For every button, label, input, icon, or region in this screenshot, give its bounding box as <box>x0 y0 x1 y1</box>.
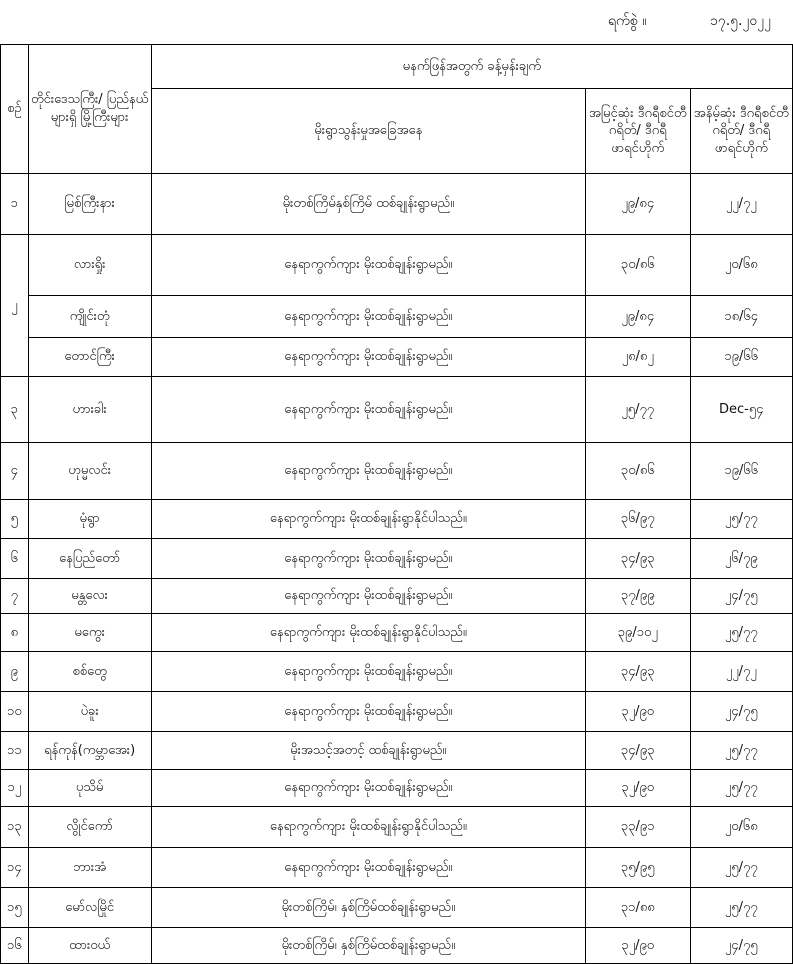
header-forecast-group: မနက်ဖြန်အတွက် ခန့်မှန်းချက် <box>151 45 792 89</box>
table-row <box>1 579 793 614</box>
date-value: ၁၇.၅.၂၀၂၂ <box>710 13 772 29</box>
row-no: ၄ <box>1 443 29 500</box>
row-city: မန္တလေး <box>28 579 151 614</box>
row-city: မကွေး <box>28 614 151 652</box>
row-min: ၂၄/၇၅ <box>690 692 793 732</box>
row-city: ဘားအံ <box>28 848 151 888</box>
row-city: နေပြည်တော် <box>28 539 151 579</box>
row-min: ၂၀/၆၈ <box>690 235 793 296</box>
header-min: အနိမ့်ဆုံး ဒီဂရီစင်တီဂရိတ်/ ဒီဂရီဖာရင်ဟိုက် <box>690 89 793 174</box>
row-city: စစ်တွေ <box>28 652 151 692</box>
row-condition: မိုးအသင့်အတင့် ထစ်ချုန်းရွာမည်။ <box>151 732 585 770</box>
row-no: ၂ <box>1 235 29 377</box>
table-row <box>1 807 793 848</box>
row-no: ၁၆ <box>1 928 29 964</box>
table-row <box>1 652 793 692</box>
row-city: ပဲခူး <box>28 692 151 732</box>
row-no: ၁၄ <box>1 848 29 888</box>
table-row <box>1 296 793 338</box>
row-condition: မိုးတစ်ကြိမ်၊ နှစ်ကြိမ်ထစ်ချုန်းရွာမည်။ <box>151 888 585 928</box>
row-city: ပုသိမ် <box>28 770 151 807</box>
row-city: မုံရွာ <box>28 500 151 539</box>
table-row <box>1 443 793 500</box>
row-min: ၂၀/၆၈ <box>690 807 793 848</box>
row-condition: နေရာကွက်ကျား မိုးထစ်ချုန်းရွာမည်။ <box>151 296 585 338</box>
row-min: ၁၉/၆၆ <box>690 443 793 500</box>
header-max: အမြင့်ဆုံး ဒီဂရီစင်တီဂရိတ်/ ဒီဂရီဖာရင်ဟိုက် <box>586 89 691 174</box>
table-row <box>1 928 793 964</box>
row-min: ၂၂/၇၂ <box>690 174 793 235</box>
row-max: ၃၀/၈၆ <box>586 235 691 296</box>
row-max: ၃၆/၉၇ <box>586 500 691 539</box>
row-condition: နေရာကွက်ကျား မိုးထစ်ချုန်းရွာမည်။ <box>151 377 585 443</box>
row-no: ၈ <box>1 614 29 652</box>
date-label: ရက်စွဲ ။ <box>608 13 647 29</box>
row-condition: နေရာကွက်ကျား မိုးထစ်ချုန်းရွာနိုင်ပါသည်။ <box>151 807 585 848</box>
table-row <box>1 848 793 888</box>
row-condition: နေရာကွက်ကျား မိုးထစ်ချုန်းရွာနိုင်ပါသည်။ <box>151 614 585 652</box>
row-max: ၃၂/၉၀ <box>586 692 691 732</box>
row-max: ၂၅/၇၇ <box>586 377 691 443</box>
row-min: ၂၄/၇၅ <box>690 928 793 964</box>
row-min: Dec-၅၄ <box>690 377 793 443</box>
row-city: ကျိုင်းတုံ <box>28 296 151 338</box>
row-condition: မိုးတစ်ကြိမ်နှစ်ကြိမ် ထစ်ချုန်းရွာမည်။ <box>151 174 585 235</box>
row-no: ၁၅ <box>1 888 29 928</box>
row-condition: နေရာကွက်ကျား မိုးထစ်ချုန်းရွာမည်။ <box>151 579 585 614</box>
table-row <box>1 614 793 652</box>
row-condition: နေရာကွက်ကျား မိုးထစ်ချုန်းရွာမည်။ <box>151 338 585 377</box>
row-max: ၂၉/၈၄ <box>586 296 691 338</box>
row-max: ၃၉/၁၀၂ <box>586 614 691 652</box>
row-condition: မိုးတစ်ကြိမ်၊ နှစ်ကြိမ်ထစ်ချုန်းရွာမည်။ <box>151 928 585 964</box>
table-row <box>1 338 793 377</box>
table-row <box>1 235 793 296</box>
row-min: ၂၅/၇၇ <box>690 732 793 770</box>
row-min: ၁၈/၆၄ <box>690 296 793 338</box>
table-row <box>1 692 793 732</box>
row-no: ၆ <box>1 539 29 579</box>
row-city: မြစ်ကြီးနား <box>28 174 151 235</box>
row-city: တောင်ကြီး <box>28 338 151 377</box>
row-condition: နေရာကွက်ကျား မိုးထစ်ချုန်းရွာမည်။ <box>151 443 585 500</box>
row-max: ၃၁/၈၈ <box>586 888 691 928</box>
header-condition: မိုးရွာသွန်းမှုအခြေအနေ <box>151 89 585 174</box>
row-condition: နေရာကွက်ကျား မိုးထစ်ချုန်းရွာမည်။ <box>151 770 585 807</box>
row-min: ၂၅/၇၇ <box>690 848 793 888</box>
row-max: ၃၂/၉၀ <box>586 928 691 964</box>
row-condition: နေရာကွက်ကျား မိုးထစ်ချုန်းရွာမည်။ <box>151 692 585 732</box>
row-no: ၁၂ <box>1 770 29 807</box>
row-max: ၃၄/၉၃ <box>586 652 691 692</box>
row-condition: နေရာကွက်ကျား မိုးထစ်ချုန်းရွာမည်။ <box>151 652 585 692</box>
row-no: ၁ <box>1 174 29 235</box>
row-max: ၃၃/၉၁ <box>586 807 691 848</box>
header-no: စဉ် <box>1 45 29 174</box>
row-min: ၂၅/၇၇ <box>690 770 793 807</box>
row-min: ၂၂/၇၂ <box>690 652 793 692</box>
row-no: ၁၃ <box>1 807 29 848</box>
table-row <box>1 770 793 807</box>
row-max: ၃၄/၉၃ <box>586 539 691 579</box>
row-min: ၁၉/၆၆ <box>690 338 793 377</box>
row-condition: နေရာကွက်ကျား မိုးထစ်ချုန်းရွာမည်။ <box>151 235 585 296</box>
row-no: ၅ <box>1 500 29 539</box>
row-no: ၉ <box>1 652 29 692</box>
row-city: ရန်ကုန်(ကမ္ဘာအေး) <box>28 732 151 770</box>
row-city: ဟုမ္မလင်း <box>28 443 151 500</box>
row-city: ဟားခါး <box>28 377 151 443</box>
row-max: ၃၀/၈၆ <box>586 443 691 500</box>
table-row <box>1 174 793 235</box>
row-no: ၃ <box>1 377 29 443</box>
row-min: ၂၆/၇၉ <box>690 539 793 579</box>
row-condition: နေရာကွက်ကျား မိုးထစ်ချုန်းရွာမည်။ <box>151 848 585 888</box>
row-city: လားရှိုး <box>28 235 151 296</box>
row-no: ၁၁ <box>1 732 29 770</box>
table-row <box>1 732 793 770</box>
row-max: ၂၈/၈၂ <box>586 338 691 377</box>
row-max: ၃၇/၉၉ <box>586 579 691 614</box>
row-city: လွိုင်ကော် <box>28 807 151 848</box>
row-city: ထားဝယ် <box>28 928 151 964</box>
row-city: မော်လမြိုင် <box>28 888 151 928</box>
row-max: ၃၄/၉၃ <box>586 732 691 770</box>
row-max: ၂၉/၈၄ <box>586 174 691 235</box>
row-min: ၂၅/၇၇ <box>690 888 793 928</box>
header-city: တိုင်းဒေသကြီး/ ပြည်နယ်များရှိ မြို့ကြီးများ <box>28 45 151 174</box>
row-max: ၃၅/၉၅ <box>586 848 691 888</box>
row-no: ၇ <box>1 579 29 614</box>
table-row <box>1 888 793 928</box>
row-min: ၂၄/၇၅ <box>690 579 793 614</box>
row-condition: နေရာကွက်ကျား မိုးထစ်ချုန်းရွာမည်။ <box>151 539 585 579</box>
table-row <box>1 500 793 539</box>
row-min: ၂၅/၇၇ <box>690 500 793 539</box>
date-row <box>0 0 793 44</box>
row-condition: နေရာကွက်ကျား မိုးထစ်ချုန်းရွာနိုင်ပါသည်။ <box>151 500 585 539</box>
row-min: ၂၅/၇၇ <box>690 614 793 652</box>
forecast-table <box>0 44 793 964</box>
table-row <box>1 377 793 443</box>
row-no: ၁၀ <box>1 692 29 732</box>
table-row <box>1 539 793 579</box>
row-max: ၃၂/၉၀ <box>586 770 691 807</box>
